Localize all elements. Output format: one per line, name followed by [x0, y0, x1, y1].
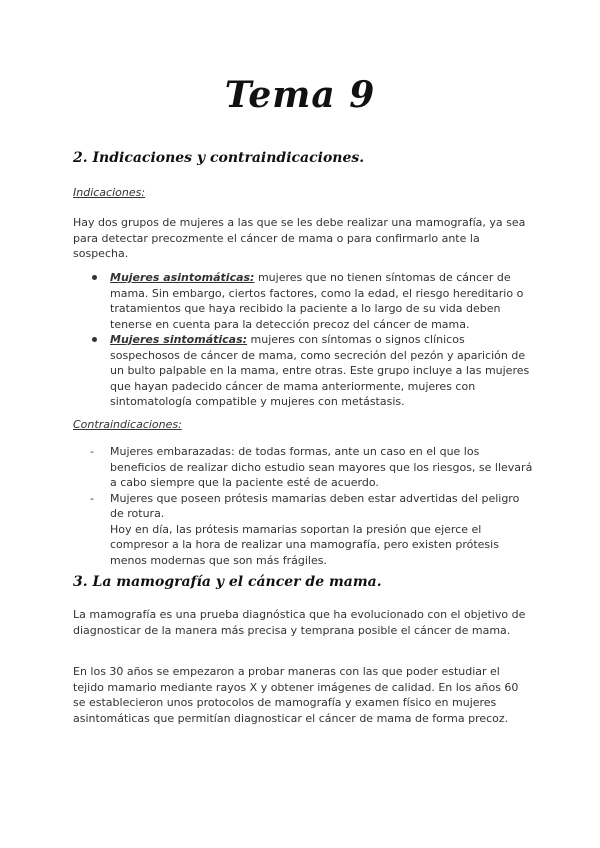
list-item-text: mujeres que no tienen síntomas de cáncer de mama. Sin embargo, ciertos factores, como la edad, el riesgo hereditario o tratamientos que haya recibido la paciente a lo largo de su vida deben tenerse en cuenta para la detección precoz del cáncer de mama. [110, 271, 524, 331]
section-3-paragraph: En los 30 años se empezaron a probar maneras con las que poder estudiar el tejido mamario mediante rayos X y obtener imágenes de calidad. En los años 60 se establecieron unos protocolos de mamografía y examen físico en mujeres asintomáticas que permitían diagnosticar el cáncer de mama de forma precoz. [73, 665, 519, 725]
indicaciones-list [90, 270, 535, 410]
page-title: Tema 9 [224, 74, 376, 116]
list-item-text: Mujeres embarazadas: de todas formas, ante un caso en el que los beneficios de realizar dicho estudio sean mayores que los riesgos, se llevará a cabo siempre que la paciente esté de acuerdo. [110, 445, 533, 489]
list-item-term: Mujeres asintomáticas: [110, 271, 255, 284]
section-2-heading: 2. Indicaciones y contraindicaciones. [73, 150, 365, 166]
list-item-text: mujeres con síntomas o signos clínicos sospechosos de cáncer de mama, como secreción del pezón y aparición de un bulto palpable en la mama, entre otras. Este grupo incluye a las mujeres que hayan padecido cáncer de mama anteriormente, mujeres con sintomatología compatible y mujeres con metástasis. [110, 333, 530, 408]
dash-marker: - [90, 491, 94, 505]
list-item [90, 332, 535, 410]
dash-marker: - [90, 445, 94, 458]
list-item [90, 444, 535, 491]
list-item-extra: Hoy en día, las prótesis mamarias soportan la presión que ejerce el compresor a la hora de realizar una mamografía, pero existen prótesis menos modernas que son más frágiles. [110, 522, 499, 567]
indicaciones-label: Indicaciones: [73, 186, 146, 199]
section-3-heading: 3. La mamografía y el cáncer de mama. [73, 574, 382, 590]
contraindicaciones-label: Contraindicaciones: [73, 418, 182, 431]
list-item-term: Mujeres sintomáticas: [110, 333, 248, 346]
section-3-paragraph: La mamografía es una prueba diagnóstica que ha evolucionado con el objetivo de diagnosticar de la manera más precisa y temprana posible el cáncer de mama. [73, 608, 526, 637]
contraindicaciones-list [90, 444, 535, 568]
list-item-text: Mujeres que poseen prótesis mamarias deben estar advertidas del peligro de rotura. [110, 491, 520, 520]
indicaciones-intro: Hay dos grupos de mujeres a las que se les debe realizar una mamografía, ya sea para detectar precozmente el cáncer de mama o para confirmarlo ante la sospecha. [73, 216, 526, 260]
list-item [90, 491, 535, 569]
list-item [90, 270, 535, 332]
